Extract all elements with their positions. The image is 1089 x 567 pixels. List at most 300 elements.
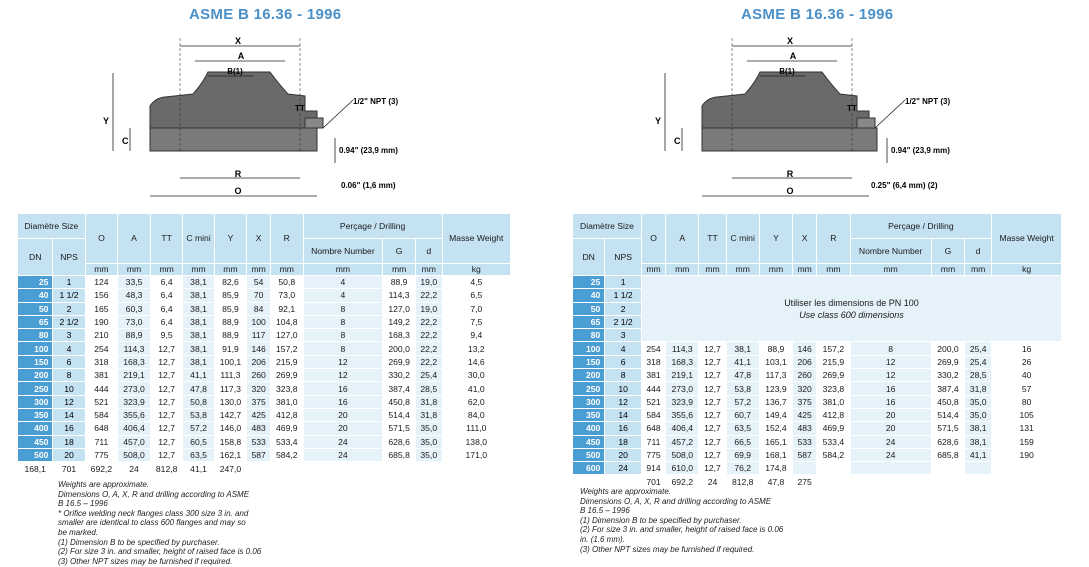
- table-cell: 12,7: [699, 342, 725, 354]
- table-cell: 8: [304, 316, 383, 328]
- table-cell: 25,4: [965, 342, 991, 354]
- table-cell: 38,1: [965, 436, 991, 448]
- table-cell: 127,0: [271, 329, 303, 341]
- unit-o: mm: [86, 264, 118, 275]
- table-cell: [851, 462, 931, 474]
- table-row: [573, 436, 1061, 448]
- table-cell: 628,6: [383, 436, 415, 448]
- table-cell: 425: [793, 409, 816, 421]
- header-nps: NPS: [53, 239, 84, 275]
- table-cell: 260: [793, 369, 816, 381]
- table-cell: 1: [53, 276, 84, 288]
- table-cell: 200,0: [932, 342, 964, 354]
- note-line: (1) Dimension B to be specified by purchaser.: [580, 515, 742, 525]
- table-cell: 323,9: [666, 396, 698, 408]
- table-cell: 12: [851, 356, 931, 368]
- table-cell: 628,6: [932, 436, 964, 448]
- table-cell: 775: [86, 449, 118, 461]
- table-cell: 200: [18, 369, 52, 381]
- header-dn: DN: [18, 239, 52, 275]
- table-cell: 105: [992, 409, 1061, 421]
- table-cell: 22,2: [416, 289, 442, 301]
- table-cell: 40: [573, 289, 604, 301]
- unit-weight: kg: [443, 264, 510, 275]
- table-cell: 10: [605, 382, 641, 394]
- table-cell: 16: [851, 396, 931, 408]
- table-cell: 323,8: [817, 382, 849, 394]
- table-cell: 35,0: [416, 449, 442, 461]
- table-cell: 22,2: [416, 342, 442, 354]
- note-line: smaller are identical to class 600 flanges and may so: [58, 518, 246, 528]
- note-line: B 16.5 – 1996: [580, 506, 630, 516]
- table-cell: 168,3: [666, 356, 698, 368]
- table-cell: 12,7: [699, 449, 725, 461]
- table-cell: 63,5: [727, 422, 759, 434]
- note-line: (2) For size 3 in. and smaller, height of raised face is 0.06: [580, 525, 784, 535]
- table-cell: 190: [86, 316, 118, 328]
- right-panel: [552, 0, 1089, 567]
- table-cell: 38,1: [183, 316, 213, 328]
- note-line: (3) Other NPT sizes may be furnished if required.: [58, 556, 233, 566]
- table-cell: 7,5: [443, 316, 510, 328]
- table-cell: 457,0: [118, 436, 150, 448]
- table-cell: 4: [304, 289, 383, 301]
- table-cell: 2: [53, 303, 84, 315]
- table-row: [18, 329, 510, 341]
- dim1-label: 0.94" (23,9 mm): [339, 146, 398, 155]
- table-cell: 12,7: [151, 396, 183, 408]
- table-cell: 4: [605, 342, 641, 354]
- table-cell: 2: [605, 303, 641, 315]
- table-cell: 24: [851, 449, 931, 461]
- table-cell: 219,1: [666, 369, 698, 381]
- table-cell: 50: [18, 303, 52, 315]
- table-row: [18, 276, 510, 288]
- table-row: [18, 342, 510, 354]
- table-cell: 20: [605, 449, 641, 461]
- unit-y: mm: [760, 264, 792, 275]
- footer-cell: 812,8: [151, 462, 183, 476]
- unit-g: mm: [932, 264, 964, 275]
- table-cell: 63,5: [183, 449, 213, 461]
- table-cell: 168,1: [760, 449, 792, 461]
- table-cell: 206: [247, 356, 270, 368]
- table-cell: 12,7: [699, 369, 725, 381]
- table-cell: 215,9: [271, 356, 303, 368]
- table-cell: 35,0: [965, 409, 991, 421]
- table-cell: 508,0: [118, 449, 150, 461]
- table-cell: 8: [605, 369, 641, 381]
- use-class-600-note: [642, 276, 1061, 341]
- header-bolts: Nombre Number: [851, 239, 931, 263]
- table-cell: 610,0: [666, 462, 698, 474]
- footer-cell: 47,8: [760, 475, 792, 489]
- table-row: [573, 396, 1061, 408]
- table-cell: 9,5: [151, 329, 183, 341]
- table-cell: 60,3: [118, 303, 150, 315]
- header-weight: Masse Weight: [992, 214, 1061, 263]
- table-cell: 25: [18, 276, 52, 288]
- table-cell: 16: [992, 342, 1061, 354]
- table-cell: 19,0: [416, 303, 442, 315]
- footer-cell: 247,0: [215, 462, 247, 476]
- flange-body: [702, 72, 869, 128]
- table-cell: 1 1/2: [53, 289, 84, 301]
- table-cell: 12: [304, 356, 383, 368]
- table-cell: 35,0: [416, 436, 442, 448]
- table-cell: 350: [573, 409, 604, 421]
- table-cell: 100,1: [215, 356, 247, 368]
- table-cell: 210: [86, 329, 118, 341]
- table-footer-row: [18, 462, 510, 476]
- table-cell: 12,7: [699, 422, 725, 434]
- table-cell: 22,2: [416, 356, 442, 368]
- table-row: [18, 396, 510, 408]
- unit-weight: kg: [992, 264, 1061, 275]
- table-cell: 587: [793, 449, 816, 461]
- table-cell: 269,9: [271, 369, 303, 381]
- flange-diagram: [95, 28, 455, 208]
- table-row: [573, 422, 1061, 434]
- note-line: Weights are approximate.: [58, 480, 150, 489]
- table-cell: 4,5: [443, 276, 510, 288]
- dim-r-label: R: [234, 169, 242, 179]
- table-cell: 38,1: [183, 276, 213, 288]
- table-cell: 533: [793, 436, 816, 448]
- table-cell: 152,4: [760, 422, 792, 434]
- table-cell: 40: [18, 289, 52, 301]
- header-drilling: Perçage / Drilling: [851, 214, 992, 238]
- table-cell: 84,0: [443, 409, 510, 421]
- table-row: [18, 316, 510, 328]
- table-cell: 12,7: [151, 449, 183, 461]
- table-cell: 33,5: [118, 276, 150, 288]
- table-cell: 111,3: [215, 369, 247, 381]
- table-cell: 355,6: [118, 409, 150, 421]
- table-cell: 8: [53, 369, 84, 381]
- table-cell: 6,4: [151, 303, 183, 315]
- header-dn: DN: [573, 239, 604, 275]
- table-cell: 3: [53, 329, 84, 341]
- table-cell: 149,2: [383, 316, 415, 328]
- table-cell: 14: [53, 409, 84, 421]
- table-cell: 571,5: [383, 422, 415, 434]
- table-row: [18, 436, 510, 448]
- table-row: [18, 303, 510, 315]
- table-cell: 775: [642, 449, 665, 461]
- table-cell: 127,0: [383, 303, 415, 315]
- table-cell: 22,2: [416, 316, 442, 328]
- header-x: X: [793, 214, 816, 263]
- table-cell: 130,0: [215, 396, 247, 408]
- table-cell: 206: [793, 356, 816, 368]
- table-cell: 533: [247, 436, 270, 448]
- footer-cell: 701: [642, 475, 665, 489]
- table-cell: 584,2: [271, 449, 303, 461]
- table-cell: 6,4: [151, 316, 183, 328]
- dim-r-label: R: [786, 169, 794, 179]
- table-cell: 381,0: [817, 396, 849, 408]
- table-row: [18, 289, 510, 301]
- table-cell: 483: [793, 422, 816, 434]
- table-cell: 25,4: [416, 369, 442, 381]
- table-cell: 162,1: [215, 449, 247, 461]
- table-cell: 18: [53, 436, 84, 448]
- table-cell: 300: [573, 396, 604, 408]
- table-cell: 521: [642, 396, 665, 408]
- header-a: A: [118, 214, 150, 263]
- header-tt: TT: [151, 214, 183, 263]
- footer-cell: 168,1: [18, 462, 52, 476]
- table-cell: 648: [86, 422, 118, 434]
- header-weight: Masse Weight: [443, 214, 510, 263]
- unit-a: mm: [118, 264, 150, 275]
- table-cell: 190: [992, 449, 1061, 461]
- table-cell: 31,8: [416, 396, 442, 408]
- table-cell: 12,7: [151, 369, 183, 381]
- table-cell: 8: [851, 342, 931, 354]
- table-cell: 12,7: [151, 382, 183, 394]
- table-cell: 66,5: [727, 436, 759, 448]
- table-cell: 76,2: [727, 462, 759, 474]
- table-cell: 387,4: [383, 382, 415, 394]
- table-cell: 88,9: [760, 342, 792, 354]
- table-cell: 25: [573, 276, 604, 288]
- table-cell: 450: [18, 436, 52, 448]
- table-cell: 20: [304, 422, 383, 434]
- table-cell: 584,2: [817, 449, 849, 461]
- table-cell: 26: [992, 356, 1061, 368]
- table-cell: 12,7: [699, 396, 725, 408]
- note-fr: Utiliser les dimensions de PN 100: [784, 297, 919, 308]
- notes: [580, 487, 783, 554]
- table-cell: 38,1: [183, 303, 213, 315]
- note-line: (3) Other NPT sizes may be furnished if required.: [580, 544, 755, 554]
- table-cell: 200,0: [383, 342, 415, 354]
- note-line: * Orifice welding neck flanges class 300 size 3 in. and: [58, 508, 249, 518]
- table-cell: 38,1: [183, 342, 213, 354]
- table-cell: 584: [642, 409, 665, 421]
- table-cell: 450,8: [383, 396, 415, 408]
- spec-table: [17, 213, 511, 477]
- table-cell: 387,4: [932, 382, 964, 394]
- table-cell: 62,0: [443, 396, 510, 408]
- table-cell: 12: [53, 396, 84, 408]
- table-cell: 12,7: [699, 356, 725, 368]
- dim-b-label: B(1): [779, 67, 795, 76]
- npt-label: 1/2" NPT (3): [353, 97, 399, 106]
- table-cell: 2 1/2: [605, 316, 641, 328]
- table-cell: 6: [605, 356, 641, 368]
- table-cell: 685,8: [932, 449, 964, 461]
- unit-bolts: mm: [851, 264, 931, 275]
- unit-c: mm: [183, 264, 213, 275]
- table-cell: 269,9: [932, 356, 964, 368]
- table-cell: 159: [992, 436, 1061, 448]
- header-c: C mini: [727, 214, 759, 263]
- table-cell: 12: [304, 369, 383, 381]
- table-cell: 41,1: [965, 449, 991, 461]
- page-title: ASME B 16.36 - 1996: [189, 6, 342, 23]
- table-cell: 254: [642, 342, 665, 354]
- table-row: [573, 276, 1061, 288]
- table-cell: 320: [247, 382, 270, 394]
- unit-x: mm: [793, 264, 816, 275]
- table-cell: 92,1: [271, 303, 303, 315]
- table-cell: 100: [573, 342, 604, 354]
- dim-b-label: B(1): [227, 67, 243, 76]
- table-cell: 8: [304, 303, 383, 315]
- table-cell: 444: [86, 382, 118, 394]
- table-cell: 200: [573, 369, 604, 381]
- table-cell: 12,7: [699, 382, 725, 394]
- table-cell: 406,4: [666, 422, 698, 434]
- table-cell: [793, 462, 816, 474]
- table-cell: 117: [247, 329, 270, 341]
- table-cell: 142,7: [215, 409, 247, 421]
- table-cell: 375: [247, 396, 270, 408]
- table-cell: 20: [53, 449, 84, 461]
- table-cell: 146: [247, 342, 270, 354]
- table-cell: 48,3: [118, 289, 150, 301]
- table-cell: 54: [247, 276, 270, 288]
- header-size: Diamètre Size: [573, 214, 641, 238]
- table-cell: [817, 462, 849, 474]
- note-line: be marked.: [58, 527, 99, 537]
- table-cell: 111,0: [443, 422, 510, 434]
- table-cell: 146: [793, 342, 816, 354]
- table-cell: 20: [851, 422, 931, 434]
- unit-g: mm: [383, 264, 415, 275]
- table-cell: 157,2: [817, 342, 849, 354]
- table-cell: 273,0: [666, 382, 698, 394]
- table-row: [573, 462, 1061, 474]
- dim-y-label: Y: [655, 116, 662, 126]
- table-cell: 8: [304, 342, 383, 354]
- table-cell: 318: [642, 356, 665, 368]
- table-cell: 12,7: [151, 422, 183, 434]
- dim1-label: 0.94" (23,9 mm): [891, 146, 950, 155]
- table-cell: 24: [304, 436, 383, 448]
- table-cell: 330,2: [932, 369, 964, 381]
- table-cell: 219,1: [118, 369, 150, 381]
- table-cell: 514,4: [383, 409, 415, 421]
- header-x: X: [247, 214, 270, 263]
- table-cell: 457,2: [666, 436, 698, 448]
- header-y: Y: [760, 214, 792, 263]
- table-row: [573, 449, 1061, 461]
- table-cell: 35,0: [416, 422, 442, 434]
- table-cell: 84: [247, 303, 270, 315]
- table-cell: 12,7: [151, 409, 183, 421]
- table-cell: 12,7: [699, 462, 725, 474]
- header-tt: TT: [699, 214, 725, 263]
- table-cell: 412,8: [271, 409, 303, 421]
- table-cell: 24: [605, 462, 641, 474]
- table-cell: 250: [573, 382, 604, 394]
- table-cell: 157,2: [271, 342, 303, 354]
- table-cell: 323,8: [271, 382, 303, 394]
- header-g: G: [932, 239, 964, 263]
- table-cell: 88,9: [215, 316, 247, 328]
- table-cell: 12,7: [151, 356, 183, 368]
- table-cell: 60,7: [727, 409, 759, 421]
- header-drilling: Perçage / Drilling: [304, 214, 442, 238]
- table-cell: 381,0: [271, 396, 303, 408]
- table-cell: 711: [86, 436, 118, 448]
- table-cell: 88,9: [383, 276, 415, 288]
- header-o: O: [642, 214, 665, 263]
- note-line: B 16.5 – 1996: [58, 499, 108, 509]
- page-title: ASME B 16.36 - 1996: [741, 6, 894, 23]
- table-cell: 158,8: [215, 436, 247, 448]
- table-cell: 412,8: [817, 409, 849, 421]
- table-cell: 12,7: [699, 409, 725, 421]
- table-cell: 41,1: [183, 369, 213, 381]
- table-cell: [965, 462, 991, 474]
- table-cell: 685,8: [383, 449, 415, 461]
- table-cell: 124: [86, 276, 118, 288]
- header-y: Y: [215, 214, 247, 263]
- table-cell: 117,3: [760, 369, 792, 381]
- table-cell: 406,4: [118, 422, 150, 434]
- unit-bolts: mm: [304, 264, 383, 275]
- table-cell: 12,7: [699, 436, 725, 448]
- table-cell: 13,2: [443, 342, 510, 354]
- header-nps: NPS: [605, 239, 641, 275]
- table-cell: 88,9: [118, 329, 150, 341]
- table-cell: 914: [642, 462, 665, 474]
- table-cell: 1: [605, 276, 641, 288]
- table-cell: 450,8: [932, 396, 964, 408]
- dim-a-label: A: [237, 51, 245, 61]
- table-cell: 400: [573, 422, 604, 434]
- table-cell: 9,4: [443, 329, 510, 341]
- table-cell: 533,4: [271, 436, 303, 448]
- notes: [58, 480, 261, 566]
- table-cell: 500: [573, 449, 604, 461]
- table-cell: 6: [53, 356, 84, 368]
- footer-cell: 812,8: [727, 475, 759, 489]
- header-a: A: [666, 214, 698, 263]
- table-cell: 425: [247, 409, 270, 421]
- table-cell: 350: [18, 409, 52, 421]
- table-cell: 138,0: [443, 436, 510, 448]
- table-cell: 14,6: [443, 356, 510, 368]
- table-cell: 35,0: [965, 396, 991, 408]
- table-cell: 123,9: [760, 382, 792, 394]
- table-cell: 12: [851, 369, 931, 381]
- header-bolts: Nombre Number: [304, 239, 383, 263]
- table-cell: 215,9: [817, 356, 849, 368]
- unit-d: mm: [965, 264, 991, 275]
- table-row: [18, 356, 510, 368]
- table-row: [573, 369, 1061, 381]
- table-cell: 400: [18, 422, 52, 434]
- table-cell: 469,9: [817, 422, 849, 434]
- table-cell: 584: [86, 409, 118, 421]
- table-cell: 450: [573, 436, 604, 448]
- table-cell: 24: [851, 436, 931, 448]
- table-cell: 14: [605, 409, 641, 421]
- footer-cell: 24: [699, 475, 725, 489]
- table-cell: 69,9: [727, 449, 759, 461]
- table-cell: 88,9: [215, 329, 247, 341]
- table-cell: 254: [86, 342, 118, 354]
- table-cell: 85,9: [215, 289, 247, 301]
- table-cell: 648: [642, 422, 665, 434]
- header-d: d: [965, 239, 991, 263]
